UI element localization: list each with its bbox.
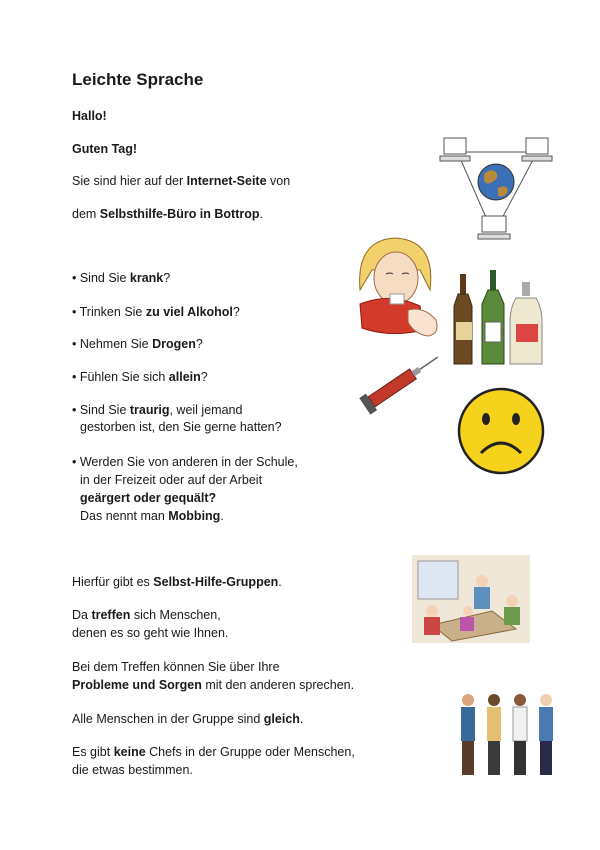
intro-line-1: Sie sind hier auf der Internet-Seite von (72, 174, 291, 188)
groups-para-5-line2: die etwas bestimmen. (72, 763, 193, 777)
groups-para-3-line1: Bei dem Treffen können Sie über Ihre (72, 660, 280, 674)
sad-face-icon (455, 385, 547, 477)
network-icon (438, 132, 556, 244)
bullet-mobbing-line2: in der Freizeit oder auf der Arbeit (80, 473, 263, 487)
bullet-mobbing-line1: • Werden Sie von anderen in der Schule, (72, 455, 298, 469)
syringe-icon (348, 348, 448, 420)
groups-para-1: Hierfür gibt es Selbst-Hilfe-Gruppen. (72, 575, 282, 589)
bullet-traurig: • Sind Sie traurig, weil jemand (72, 403, 243, 417)
groups-para-2-line1: Da treffen sich Menschen, (72, 608, 221, 622)
page-title: Leichte Sprache (72, 70, 204, 89)
groups-para-5-line1: Es gibt keine Chefs in der Gruppe oder Menschen, (72, 745, 355, 759)
group-meeting-icon (412, 555, 530, 643)
greeting-guten-tag: Guten Tag! (72, 142, 138, 156)
sick-woman-icon (350, 230, 450, 340)
people-icon (456, 692, 564, 778)
intro-line-2: dem Selbsthilfe-Büro in Bottrop. (72, 207, 263, 221)
groups-para-2-line2: denen es so geht wie Ihnen. (72, 626, 229, 640)
bullet-allein: • Fühlen Sie sich allein? (72, 370, 208, 384)
bullet-alkohol: • Trinken Sie zu viel Alkohol? (72, 305, 240, 319)
alcohol-bottles-icon (450, 268, 550, 368)
groups-para-4: Alle Menschen in der Gruppe sind gleich. (72, 712, 304, 726)
bullet-mobbing-line4: Das nennt man Mobbing. (80, 509, 224, 523)
bullet-mobbing-line3: geärgert oder gequält? (80, 491, 217, 505)
groups-para-3-line2: Probleme und Sorgen mit den anderen sprechen. (72, 678, 355, 692)
bullet-traurig-line2: gestorben ist, den Sie gerne hatten? (80, 420, 282, 434)
bullet-krank: • Sind Sie krank? (72, 271, 171, 285)
bullet-drogen: • Nehmen Sie Drogen? (72, 337, 203, 351)
greeting-hello: Hallo! (72, 109, 107, 123)
